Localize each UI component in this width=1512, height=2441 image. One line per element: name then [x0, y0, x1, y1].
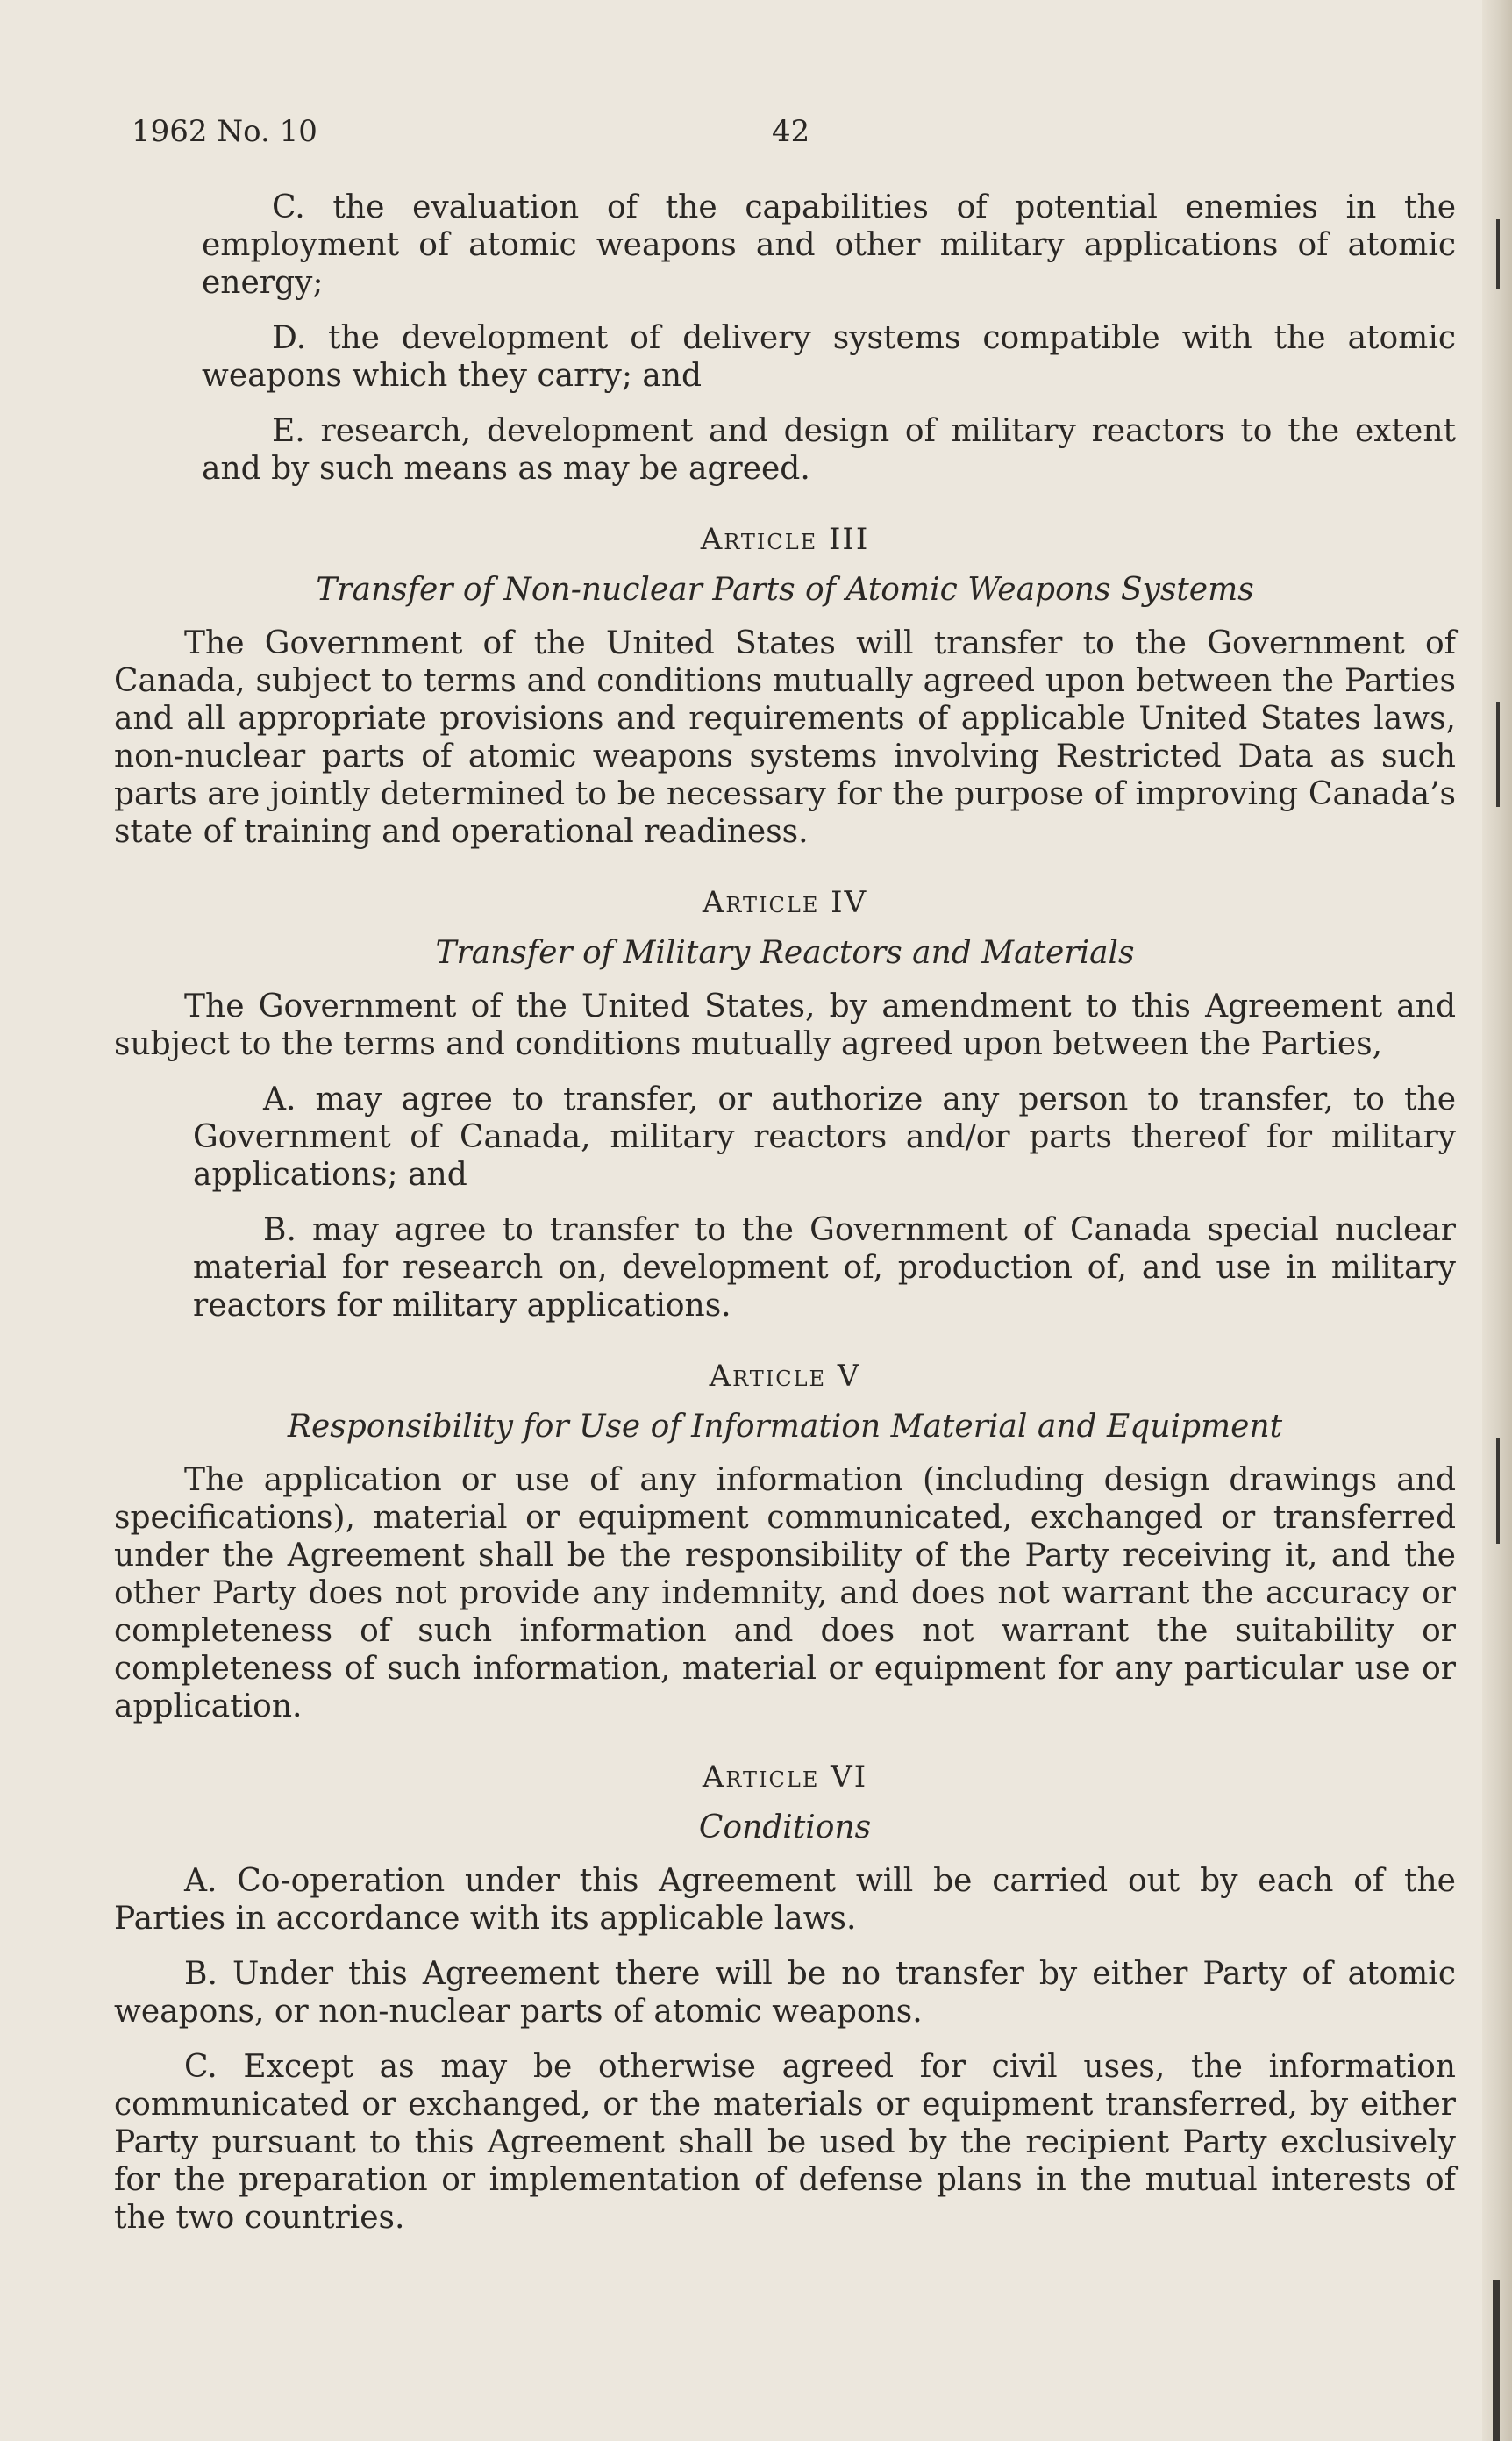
article-paragraph: C. Except as may be otherwise agreed for civil uses, the information communicated or exchanged, or the materials or equipment transferred, by either Party pursuant to this Agreement shall be used by the recipient Party exclusively for the preparation or implementation of defense plans in the mutual interests of the two countries. — [114, 2049, 1456, 2236]
article-paragraph: B. Under this Agreement there will be no transfer by either Party of atomic weapons, or non-nuclear parts of atomic weapons. — [114, 1956, 1456, 2030]
article-item: A. may agree to transfer, or authorize any person to transfer, to the Government of Canada, military reactors and/or parts thereof for military applications; and — [193, 1081, 1456, 1193]
article-title: Responsibility for Use of Information Material and Equipment — [287, 1409, 1283, 1445]
list-item: C. the evaluation of the capabilities of potential enemies in the employment of atomic weapons and other military applications of atomic energy; — [202, 189, 1456, 301]
article-heading: Article VI — [702, 1759, 868, 1795]
article-title: Transfer of Military Reactors and Materials — [435, 935, 1135, 971]
page-header — [132, 114, 1380, 158]
article-item: B. may agree to transfer to the Government of Canada special nuclear material for research on, development of, production of, and use in military reactors for military applications. — [193, 1212, 1456, 1324]
list-item: E. research, development and design of military reactors to the extent and by such means as may be agreed. — [202, 413, 1456, 487]
article-title: Conditions — [698, 1809, 872, 1845]
page-edge-mark — [1496, 219, 1500, 289]
article-heading: Article IV — [702, 885, 868, 920]
article-paragraph: The application or use of any information (including design drawings and specifications), material or equipment communicated, exchanged or transferred under the Agreement shall be the responsibility of the Party receiving it, and the other Party does not provide any indemnity, and does not warrant the accuracy or completeness of such information and does not warrant the suitability or completeness of such information, material or equipment for any particular use or application. — [114, 1462, 1456, 1724]
article-title: Transfer of Non-nuclear Parts of Atomic Weapons Systems — [316, 572, 1254, 608]
document-reference: 1962 No. 10 — [132, 114, 317, 149]
article-paragraph: The Government of the United States will transfer to the Government of Canada, subject to terms and conditions mutually agreed upon between the Parties and all appropriate provisions and requirements of applicable United States laws, non-nuclear parts of atomic weapons systems involving Restricted Data as such parts are jointly determined to be necessary for the purpose of improving Canada’s state of training and operational readiness. — [114, 625, 1456, 850]
article-paragraph: The Government of the United States, by amendment to this Agreement and subject to the terms and conditions mutually agreed upon between the Parties, — [114, 989, 1456, 1062]
page-edge-mark — [1496, 702, 1500, 807]
article-heading: Article III — [700, 522, 870, 557]
page-edge-mark — [1493, 2280, 1500, 2441]
list-item: D. the development of delivery systems compatible with the atomic weapons which they carry; and — [202, 320, 1456, 394]
article-heading: Article V — [709, 1359, 861, 1394]
page-edge-mark — [1496, 1438, 1500, 1544]
page-gutter-shadow — [1482, 0, 1512, 2441]
continued-list — [202, 189, 1456, 488]
page-content — [114, 189, 1456, 2254]
article-paragraph: A. Co-operation under this Agreement will be carried out by each of the Parties in accordance with its applicable laws. — [114, 1863, 1456, 1937]
page-number: 42 — [772, 114, 810, 149]
